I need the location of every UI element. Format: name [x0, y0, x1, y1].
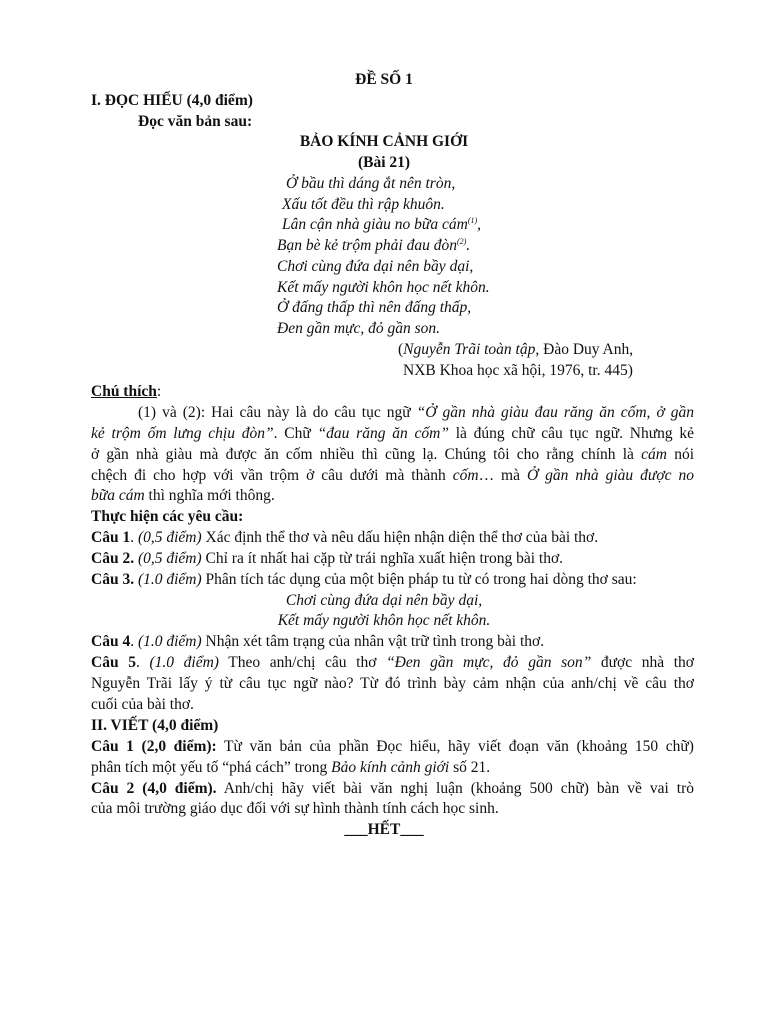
notes-paragraph-line: kẻ trộm ốm lưng chịu đòn”. Chữ “đau răng ăn cốm” là đúng chữ câu tục ngữ. Nhưng kẻ: [91, 425, 694, 442]
question-3-quote: Chơi cùng đứa dại nên bầy dại,: [285, 592, 483, 609]
end-mark: ___HẾT___: [344, 821, 424, 838]
poem-line: Ở đấng thấp thì nên đấng thấp,: [277, 299, 472, 316]
poem-line: Chơi cùng đứa dại nên bầy dại,: [277, 258, 474, 275]
poem-line: Xấu tốt đều thì rập khuôn.: [282, 196, 445, 213]
writing-question-1: Câu 1 (2,0 điểm): Từ văn bản của phần Đọc hiểu, hãy viết đoạn văn (khoảng 150 chữ): [91, 738, 694, 755]
notes-paragraph-line: chệch đi cho hợp với vần trộm ở câu dưới mà thành cốm… mà Ở gần nhà giàu được no: [91, 467, 694, 484]
poem-line: Kết mấy người khôn học nết khôn.: [277, 279, 490, 296]
notes-paragraph-line: (1) và (2): Hai câu này là do câu tục ngữ “Ở gần nhà giàu đau răng ăn cốm, ở gần: [138, 404, 694, 421]
writing-question-2-line: của môi trường giáo dục đối với sự hình thành tính cách học sinh.: [91, 800, 499, 817]
writing-question-2: Câu 2 (4,0 điểm). Anh/chị hãy viết bài văn nghị luận (khoảng 500 chữ) bàn về vai trò: [91, 780, 694, 797]
notes-paragraph-line: ở gần nhà giàu mà được ăn cốm nhiều thì cũng lạ. Chúng tôi cho rằng chính là cám nói: [91, 446, 695, 463]
footnote-mark: (1): [467, 216, 478, 225]
poem-line: Bạn bè kẻ trộm phải đau đòn$^{(2)}$.: [277, 237, 471, 254]
footnote-mark: (2): [456, 237, 467, 246]
notes-paragraph-line: bữa cám thì nghĩa mới thông.: [91, 487, 275, 504]
source-publisher: NXB Khoa học xã hội, 1976, tr. 445): [403, 362, 633, 379]
question-3: Câu 3. (1.0 điểm) Phân tích tác dụng của một biện pháp tu từ có trong hai dòng thơ sau:: [91, 571, 637, 588]
poem-title: BẢO KÍNH CẢNH GIỚI: [299, 133, 469, 150]
question-3-quote: Kết mấy người khôn học nết khôn.: [277, 612, 491, 629]
source-citation: (Nguyễn Trãi toàn tập, Đào Duy Anh,: [398, 341, 634, 358]
reading-instruction: Đọc văn bản sau:: [138, 113, 253, 130]
section-1-heading: I. ĐỌC HIỂU (4,0 điểm): [91, 92, 253, 109]
question-4: Câu 4. (1.0 điểm) Nhận xét tâm trạng của nhân vật trữ tình trong bài thơ.: [91, 633, 545, 650]
notes-heading: Chú thích:: [91, 383, 162, 400]
question-5-line: cuối của bài thơ.: [91, 696, 194, 713]
question-1: Câu 1. (0,5 điểm) Xác định thể thơ và nêu dấu hiện nhận diện thể thơ của bài thơ.: [91, 529, 599, 546]
poem-number: (Bài 21): [357, 154, 411, 171]
exam-title: ĐỀ SỐ 1: [355, 71, 413, 88]
section-2-heading: II. VIẾT (4,0 điểm): [91, 717, 219, 734]
poem-line: Đen gần mực, đỏ gần son.: [277, 320, 441, 337]
writing-question-1-line: phân tích một yếu tố “phá cách” trong Bảo kính cảnh giới số 21.: [91, 759, 491, 776]
poem-line: Ở bầu thì dáng ắt nên tròn,: [286, 175, 456, 192]
question-5-line: Nguyễn Trãi lấy ý từ câu tục ngữ nào? Từ đó trình bày cảm nhận của anh/chị về câu thơ: [91, 675, 694, 692]
tasks-heading: Thực hiện các yêu cầu:: [91, 508, 244, 525]
question-5: Câu 5. (1.0 điểm) Theo anh/chị câu thơ “Đen gần mực, đỏ gần son” được nhà thơ: [91, 654, 694, 671]
poem-line: Lân cận nhà giàu no bữa cám$^{(1)}$,: [282, 216, 482, 233]
question-2: Câu 2. (0,5 điểm) Chỉ ra ít nhất hai cặp từ trái nghĩa xuất hiện trong bài thơ.: [91, 550, 564, 567]
